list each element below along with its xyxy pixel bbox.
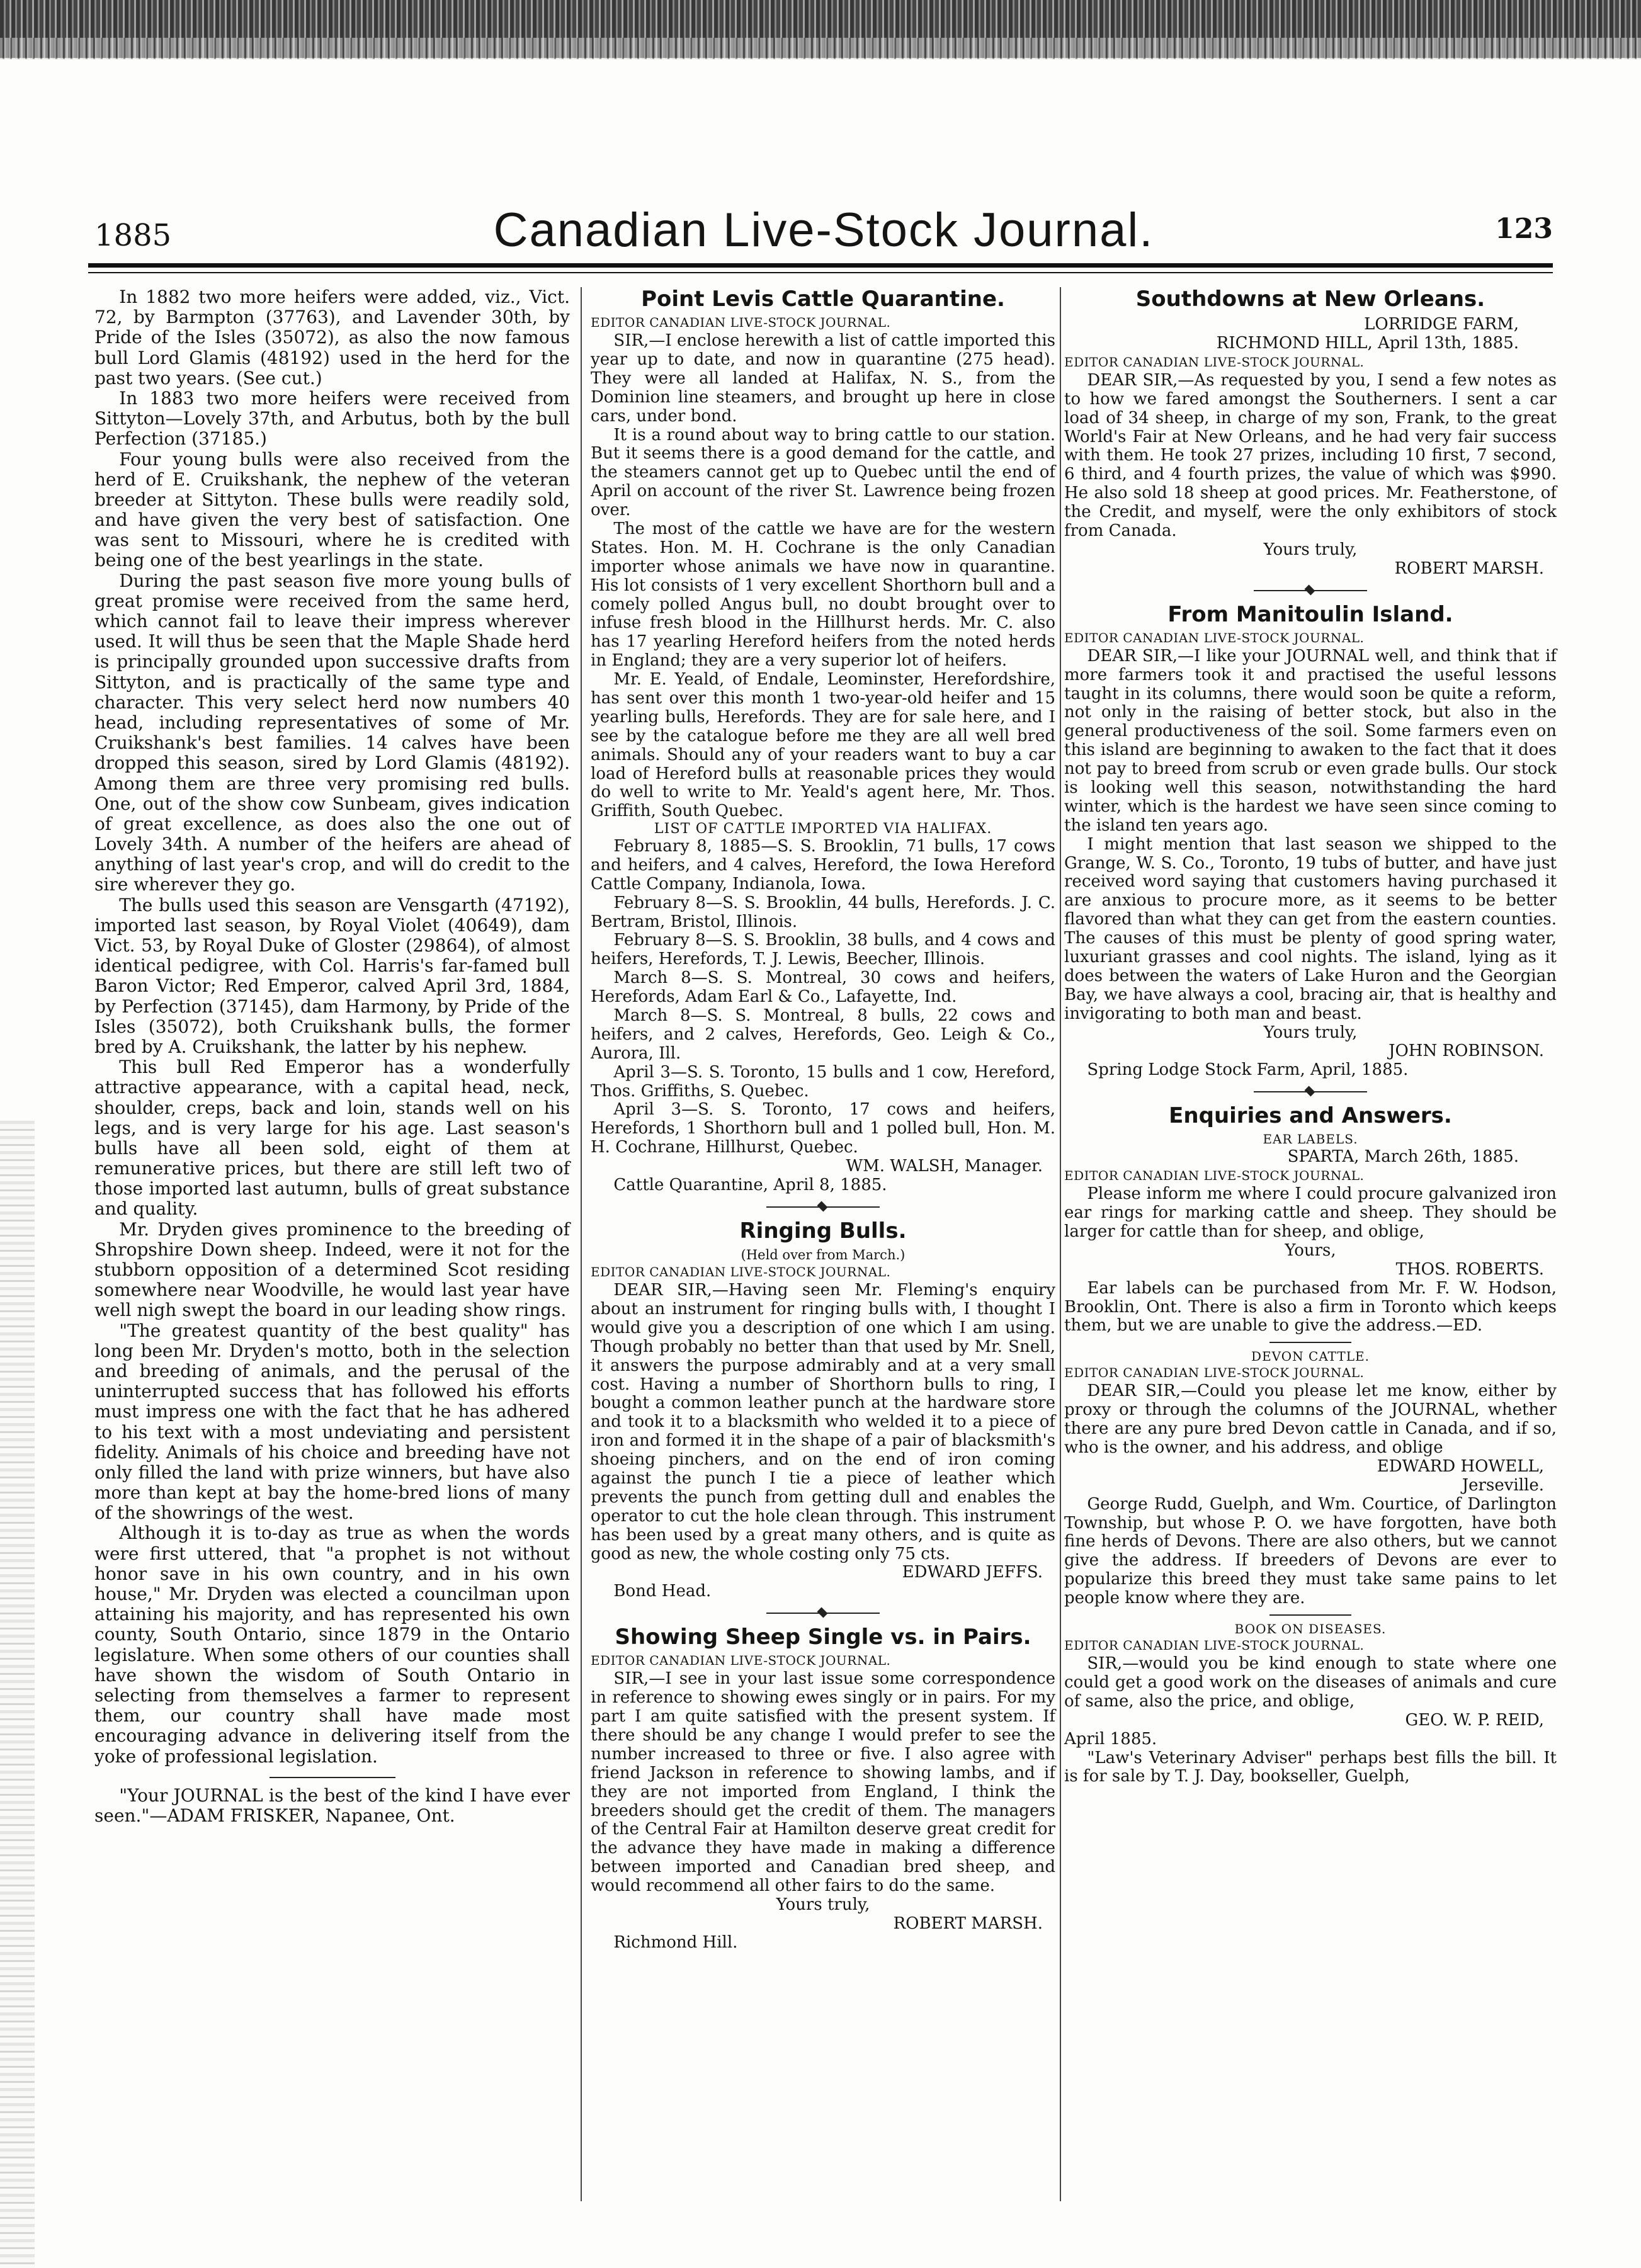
closing: Yours truly, xyxy=(1263,540,1358,559)
editor-salutation: EDITOR CANADIAN LIVE-STOCK JOURNAL. xyxy=(1064,1365,1365,1381)
column-3 xyxy=(1064,287,1557,1786)
editor-salutation: EDITOR CANADIAN LIVE-STOCK JOURNAL. xyxy=(591,1653,891,1669)
body-paragraph: During the past season five more young bulls of great promise were received from the same herd, which cannot fail to leave their impress wherever used. It will thus be seen that the Maple Shade herd is principally grounded upon successive drafts from Sittyton, and is practically of the same type and character. This very select herd now numbers 40 head, including representatives of some of Mr. Cruikshank's best families. 14 calves have been dropped this season, sired by Lord Glamis (48192). Among them are three very promising red bulls. One, out of the show cow Sunbeam, gives indication of great excellence, as does also the one out of Lovely 34th. A number of the heifers are ahead of anything of last year's crop, and will do credit to the sire wherever they go. xyxy=(94,570,570,895)
closing: Yours, xyxy=(1285,1240,1336,1260)
signature: EDWARD HOWELL, xyxy=(1377,1456,1544,1476)
journal-title: Canadian Live-Stock Journal. xyxy=(493,203,1154,257)
header-rule-thick xyxy=(88,263,1553,268)
import-entry: February 8—S. S. Brooklin, 44 bulls, Herefords. J. C. Bertram, Bristol, Illinois. xyxy=(591,893,1055,931)
letter-paragraph: It is a round about way to bring cattle to our station. But it seems there is a good demand for the cattle, and the steamers cannot get up to Quebec until the end of April on account of the river St. Lawrence being frozen over. xyxy=(591,425,1055,520)
letter-paragraph: SIR,—would you be kind enough to state where one could get a good work on the diseases of animals and cure of same, also the price, and oblige, xyxy=(1064,1654,1557,1711)
closing: Yours truly, xyxy=(776,1895,870,1915)
body-paragraph: In 1882 two more heifers were added, viz., Vict. 72, by Barmpton (37763), and Lavender 30th, by Pride of the Isles (35072), as also the now famous bull Lord Glamis (48192) used in the herd for the past two years. (See cut.) xyxy=(94,286,570,388)
letter-paragraph: DEAR SIR,—Could you please let me know, either by proxy or through the columns of the JOURNAL, whether there are any pure bred Devon cattle in Canada, and if so, who is the owner, and his address, and oblige xyxy=(1064,1381,1557,1458)
reader-testimonial: "Your JOURNAL is the best of the kind I have ever seen."—ADAM FRISKER, Napanee, Ont. xyxy=(94,1784,570,1826)
section-divider xyxy=(1269,1342,1351,1343)
editor-salutation: EDITOR CANADIAN LIVE-STOCK JOURNAL. xyxy=(1064,354,1365,370)
article-title-southdowns: Southdowns at New Orleans. xyxy=(1135,286,1485,312)
article-title-ringing-bulls: Ringing Bulls. xyxy=(739,1218,907,1244)
section-divider xyxy=(766,1606,880,1620)
section-divider xyxy=(1254,1085,1367,1099)
column-divider-1 xyxy=(581,287,582,2201)
scan-edge-top-lower xyxy=(0,38,1641,59)
signature: EDWARD JEFFS. xyxy=(902,1563,1043,1582)
letter-paragraph: DEAR SIR,—I like your JOURNAL well, and think that if more farmers took it and practised the useful lessons taught in its columns, there would soon be quite a reform, not only in the raising of better stock, but also in the general productiveness of the soil. Some farmers even on this island are beginning to awaken to the fact that it does not pay to breed from scrub or even grade bulls. Our stock is looking well this season, notwithstanding the hard winter, which is the hardest we have seen since coming to the island ten years ago. xyxy=(1064,646,1557,835)
signature: GEO. W. P. REID, xyxy=(1405,1710,1544,1730)
editor-salutation: EDITOR CANADIAN LIVE-STOCK JOURNAL. xyxy=(591,315,891,331)
letter-paragraph: DEAR SIR,—Having seen Mr. Fleming's enquiry about an instrument for ringing bulls with, I thought I would give you a description of one which I am using. Though probably no better than that used by Mr. Snell, it answers the purpose admirably and at a very small cost. Having a number of Shorthorn bulls to ring, I bought a common leather punch at the hardware store and took it to a blacksmith who welded it to a piece of iron and formed it in the shape of a pair of blacksmith's shoeing pinchers, and on the end of iron coming against the punch I tie a piece of leather which prevents the punch from getting dull and enables the operator to cut the hole clean through. This instrument has been used by a great many others, and is quite as good as new, the whole costing only 75 cts. xyxy=(591,1281,1055,1563)
body-paragraph: The bulls used this season are Vensgarth (47192), imported last season, by Royal Violet (40649), dam Vict. 53, by Royal Duke of Gloster (29864), of almost identical pedigree, with Col. Harris's far-famed bull Baron Victor; Red Emperor, calved April 3rd, 1884, by Perfection (37145), dam Harmony, by Pride of the Isles (35072), both Cruikshank bulls, the former bred by A. Cruikshank, the latter by his nephew. xyxy=(94,894,570,1057)
import-entry: March 8—S. S. Montreal, 8 bulls, 22 cows and heifers, and 2 calves, Herefords, Geo. Leigh & Co., Aurora, Ill. xyxy=(591,1006,1055,1063)
editor-salutation: EDITOR CANADIAN LIVE-STOCK JOURNAL. xyxy=(1064,630,1365,645)
body-paragraph: This bull Red Emperor has a wonderfully attractive appearance, with a capital head, neck, shoulder, creps, back and loin, stands well on his legs, and is very large for his age. Last season's bulls have all been sold, eight of them at remunerative prices, but there are still left two of those imported last autumn, bulls of great substance and quality. xyxy=(94,1057,570,1220)
letter-paragraph: The most of the cattle we have are for the western States. Hon. M. H. Cochrane is the only Canadian importer whose animals we have now in quarantine. His lot consists of 1 very excellent Shorthorn bull and a comely polled Angus bull, no doubt brought over to infuse fresh blood in the Hillhurst herds. Mr. C. also has 17 yearling Hereford heifers from the noted herds in England; they are a very superior lot of heifers. xyxy=(591,519,1055,671)
page-number: 123 xyxy=(1495,213,1553,245)
dateline: SPARTA, March 26th, 1885. xyxy=(1287,1147,1519,1167)
editor-salutation: EDITOR CANADIAN LIVE-STOCK JOURNAL. xyxy=(1064,1168,1365,1184)
editor-answer: "Law's Veterinary Adviser" perhaps best fills the bill. It is for sale by T. J. Day, bookseller, Guelph, xyxy=(1064,1748,1557,1786)
body-paragraph: In 1883 two more heifers were received from Sittyton—Lovely 37th, and Arbutus, both by the bull Perfection (37185.) xyxy=(94,387,570,450)
editor-salutation: EDITOR CANADIAN LIVE-STOCK JOURNAL. xyxy=(1064,1638,1365,1653)
letter-paragraph: SIR,—I enclose herewith a list of cattle imported this year up to date, and now in quarantine (275 head). They were all landed at Halifax, N. S., from the Dominion line steamers, and brought up here in close cars, under bond. xyxy=(591,331,1055,426)
subsection-heading: EAR LABELS. xyxy=(1263,1131,1358,1147)
scan-edge-left xyxy=(0,1121,35,2268)
column-divider-2 xyxy=(1060,287,1061,2201)
letter-paragraph: DEAR SIR,—As requested by you, I send a few notes as to how we fared amongst the Southerners. I sent a car load of 34 sheep, in charge of my son, Frank, to the great World's Fair at New Orleans, and he had very fair success with them. He took 27 prizes, including 10 first, 7 second, 6 third, and 4 fourth prizes, the value of which was $990. He also sold 18 sheep at good prices. Mr. Featherstone, of the Credit, and myself, were the only exhibitors of stock from Canada. xyxy=(1064,370,1557,540)
article-subtitle: (Held over from March.) xyxy=(741,1247,906,1262)
article-title-showing-sheep: Showing Sheep Single vs. in Pairs. xyxy=(615,1624,1031,1650)
import-entry: February 8—S. S. Brooklin, 38 bulls, and 4 cows and heifers, Herefords, T. J. Lewis, Beecher, Illinois. xyxy=(591,931,1055,969)
import-entry: April 3—S. S. Toronto, 15 bulls and 1 cow, Hereford, Thos. Griffiths, S. Quebec. xyxy=(591,1062,1055,1101)
editor-answer: Ear labels can be purchased from Mr. F. W. Hodson, Brooklin, Ont. There is also a firm in Toronto which keeps them, but we are unable to give the address.—ED. xyxy=(1064,1278,1557,1335)
signature: THOS. ROBERTS. xyxy=(1395,1259,1544,1279)
page-header xyxy=(94,203,1553,257)
letter-paragraph: SIR,—I see in your last issue some correspondence in reference to showing ewes singly or in pairs. For my part I am quite satisfied with the present system. If there should be any change I would prefer to see the number increased to three or five. I also agree with friend Jackson in reference to showing lambs, and if they are not imported from England, I think the breeders should get the credit of them. The managers of the Central Fair at Hamilton deserve great credit for the advance they have made in making a difference between imported and Canadian bred sheep, and would recommend all other fairs to do the same. xyxy=(591,1669,1055,1896)
column-2 xyxy=(591,287,1055,1953)
editor-salutation: EDITOR CANADIAN LIVE-STOCK JOURNAL. xyxy=(591,1264,891,1280)
address-line: LORRIDGE FARM, xyxy=(1364,315,1519,334)
article-title-manitoulin: From Manitoulin Island. xyxy=(1167,601,1453,627)
signature: JOHN ROBINSON. xyxy=(1388,1041,1544,1061)
letter-paragraph: Please inform me where I could procure galvanized iron ear rings for marking cattle and sheep. They should be larger for cattle than for sheep, and oblige, xyxy=(1064,1184,1557,1242)
signature: WM. WALSH, Manager. xyxy=(846,1157,1043,1176)
dateline: Spring Lodge Stock Farm, April, 1885. xyxy=(1087,1060,1409,1080)
section-divider xyxy=(766,1200,880,1214)
body-paragraph: Four young bulls were also received from the herd of E. Cruikshank, the nephew of the veteran breeder at Sittyton. These bulls were readily sold, and have given the very best of satisfaction. One was sent to Missouri, where he is credited with being one of the best yearlings in the state. xyxy=(94,448,570,571)
article-title-quarantine: Point Levis Cattle Quarantine. xyxy=(641,286,1005,312)
subsection-heading: BOOK ON DISEASES. xyxy=(1234,1621,1387,1637)
address-line: RICHMOND HILL, April 13th, 1885. xyxy=(1216,333,1519,353)
body-paragraph: "The greatest quantity of the best quality" has long been Mr. Dryden's motto, both in the selection and breeding of animals, and the perusal of the uninterrupted success that has followed his efforts must impress one with the fact that he has adhered to his text with a most undeviating and persistent fidelity. Animals of his choice and breeding have not only filled the land with prize winners, but have also more than kept at bay the home-bred lions of many of the showrings of the west. xyxy=(94,1320,570,1524)
dateline: Cattle Quarantine, April 8, 1885. xyxy=(613,1175,887,1194)
import-entry: March 8—S. S. Montreal, 30 cows and heifers, Herefords, Adam Earl & Co., Lafayette, Ind. xyxy=(591,968,1055,1007)
dateline: April 1885. xyxy=(1064,1729,1157,1749)
signature: ROBERT MARSH. xyxy=(893,1914,1043,1933)
dateline: Richmond Hill. xyxy=(613,1932,738,1952)
import-entry: February 8, 1885—S. S. Brooklin, 71 bulls, 17 cows and heifers, and 4 calves, Hereford, the Iowa Hereford Cattle Company, Indianola, Iowa. xyxy=(591,836,1055,893)
signature: ROBERT MARSH. xyxy=(1394,558,1544,578)
body-paragraph: Mr. Dryden gives prominence to the breeding of Shropshire Down sheep. Indeed, were it not for the stubborn opposition of a determined Scot residing somewhere near Woodville, he would last year have well nigh swept the board in our leading show rings. xyxy=(94,1218,570,1321)
section-divider xyxy=(270,1777,395,1778)
section-divider xyxy=(1269,1614,1351,1616)
column-1 xyxy=(94,287,570,1826)
letter-paragraph: Mr. E. Yeald, of Endale, Leominster, Herefordshire, has sent over this month 1 two-year-old heifer and 15 yearling bulls, Herefords. They are for sale here, and I see by the catalogue before me they are all well bred animals. Should any of your readers want to buy a car load of Hereford bulls at reasonable prices they would do well to write to Mr. Yeald's agent here, Mr. Thos. Griffith, South Quebec. xyxy=(591,670,1055,821)
import-entry: April 3—S. S. Toronto, 17 cows and heifers, Herefords, 1 Shorthorn bull and 1 polled bull, Hon. M. H. Cochrane, Hillhurst, Quebec. xyxy=(591,1100,1055,1157)
subsection-heading: DEVON CATTLE. xyxy=(1251,1349,1370,1364)
article-title-enquiries: Enquiries and Answers. xyxy=(1169,1103,1452,1129)
list-heading: LIST OF CATTLE IMPORTED VIA HALIFAX. xyxy=(654,820,992,837)
body-paragraph: Although it is to-day as true as when the words were first uttered, that "a prophet is not without honor save in his own country, and in his own house," Mr. Dryden was elected a councilman upon attaining his majority, and has represented his own county, South Ontario, since 1879 in the Ontario legislature. When some others of our counties shall have shown the wisdom of South Ontario in selecting from themselves a farmer to represent them, our country shall have made most encouraging advance in delivering itself from the yoke of professional legislation. xyxy=(94,1522,570,1767)
editor-answer: George Rudd, Guelph, and Wm. Courtice, of Darlington Township, but whose P. O. we have forgotten, have both fine herds of Devons. There are also others, but we cannot give the address. If breeders of Devons are ever to popularize this breed they must take same pains to let people know where they are. xyxy=(1064,1494,1557,1608)
closing: Yours truly, xyxy=(1263,1023,1358,1042)
dateline: Jerseville. xyxy=(1462,1475,1544,1495)
dateline: Bond Head. xyxy=(613,1582,712,1601)
section-divider xyxy=(1254,584,1367,598)
header-year: 1885 xyxy=(94,218,172,253)
letter-paragraph: I might mention that last season we shipped to the Grange, W. S. Co., Toronto, 19 tubs of butter, and have just received word saying that customers having purchased it are anxious to procure more, as it seems to be better flavored than what they can get from the eastern counties. The causes of this must be plenty of good spring water, luxuriant grasses and cool nights. The island, lying as it does between the waters of Lake Huron and the Georgian Bay, we have always a cool, bracing air, that is healthy and invigorating to both man and beast. xyxy=(1064,834,1557,1023)
header-rule-thin xyxy=(88,272,1553,273)
